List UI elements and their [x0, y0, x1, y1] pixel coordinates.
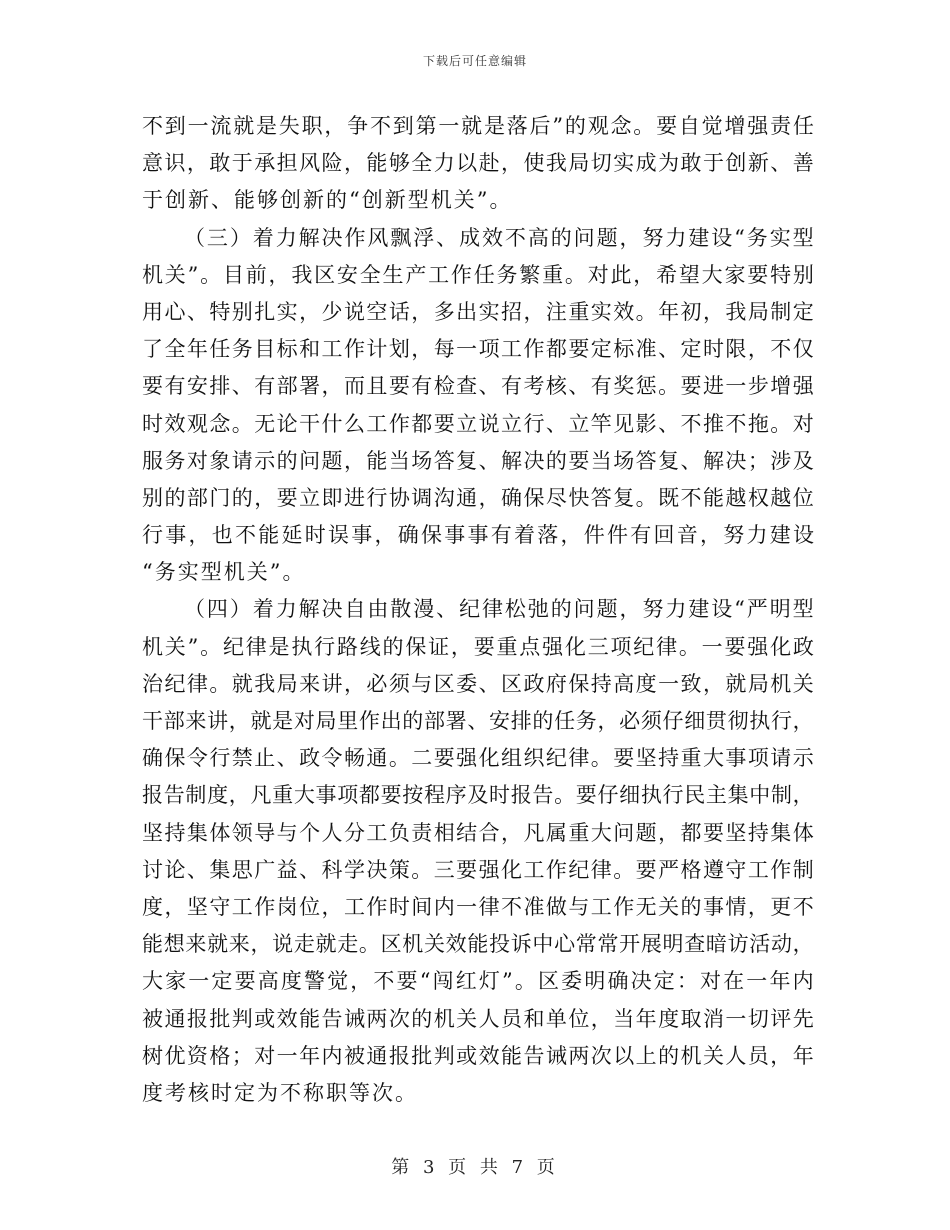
- text-line: （ 三 ） 着 力 解 决 作 风 飘 浮 、 成 效 不 高 的 问 题 ， 努 力 建 设 “ 务 实 型: [184, 225, 814, 250]
- text-line: 服 务 对 象 请 示 的 问 题 ， 能 当 场 答 复 、 解 决 的 要 当 场 答 复 、 解 决 ； 涉 及: [142, 448, 814, 473]
- text-line: 用 心 、 特 别 扎 实 ， 少 说 空 话 ， 多 出 实 招 ， 注 重 实 效 。 年 初 ， 我 局 制 定: [142, 299, 814, 324]
- text-line: 讨 论 、 集 思 广 益 、 科 学 决 策 。 三 要 强 化 工 作 纪 律 。 要 严 格 遵 守 工 作 制: [142, 857, 814, 882]
- text-line: 别 的 部 门 的 ， 要 立 即 进 行 协 调 沟 通 ， 确 保 尽 快 答 复 。 既 不 能 越 权 越 位: [142, 485, 814, 510]
- text-line: 行 事 ， 也 不 能 延 时 误 事 ， 确 保 事 事 有 着 落 ， 件 件 有 回 音 ， 努 力 建 设: [142, 523, 814, 548]
- text-line: 度考核时定为不称职等次。: [142, 1080, 418, 1105]
- text-line: 被 通 报 批 判 或 效 能 告 诫 两 次 的 机 关 人 员 和 单 位 ， 当 年 度 取 消 一 切 评 先: [142, 1006, 814, 1031]
- text-line: 树 优 资 格 ； 对 一 年 内 被 通 报 批 判 或 效 能 告 诫 两 次 以 上 的 机 关 人 员 ， 年: [142, 1043, 814, 1068]
- text-line: 确 保 令 行 禁 止 、 政 令 畅 通 。 二 要 强 化 组 织 纪 律 。 要 坚 持 重 大 事 项 请 示: [142, 746, 814, 771]
- page-header: 下载后可任意编辑: [422, 54, 527, 68]
- text-line: 了 全 年 任 务 目 标 和 工 作 计 划 ， 每 一 项 工 作 都 要 定 标 准 、 定 时 限 ， 不 仅: [142, 337, 814, 362]
- text-line: 要 有 安 排 、 有 部 署 ， 而 且 要 有 检 查 、 有 考 核 、 有 奖 惩 。 要 进 一 步 增 强: [142, 374, 814, 399]
- text-line: 能 想 来 就 来 ， 说 走 就 走 。 区 机 关 效 能 投 诉 中 心 常 常 开 展 明 查 暗 访 活 动 ，: [142, 932, 814, 957]
- text-line: 度 ， 坚 守 工 作 岗 位 ， 工 作 时 间 内 一 律 不 准 做 与 工 作 无 关 的 事 情 ， 更 不: [142, 894, 814, 919]
- text-line: 机 关 ” 。 目 前 ， 我 区 安 全 生 产 工 作 任 务 繁 重 。 对 此 ， 希 望 大 家 要 特 别: [142, 262, 814, 287]
- text-line: 干 部 来 讲 ， 就 是 对 局 里 作 出 的 部 署 、 安 排 的 任 务 ， 必 须 仔 细 贯 彻 执 行 ，: [142, 709, 814, 733]
- text-line: 治 纪 律 。 就 我 局 来 讲 ， 必 须 与 区 委 、 区 政 府 保 持 高 度 一 致 ， 就 局 机 关: [142, 671, 814, 696]
- text-line: 不 到 一 流 就 是 失 职 ， 争 不 到 第 一 就 是 落 后 ” 的 观 念 。 要 自 觉 增 强 责 任: [142, 114, 814, 138]
- document-body: [142, 108, 814, 1112]
- text-line: （ 四 ） 着 力 解 决 自 由 散 漫 、 纪 律 松 弛 的 问 题 ， 努 力 建 设 “ 严 明 型: [184, 597, 814, 622]
- text-line: 时 效 观 念 。 无 论 干 什 么 工 作 都 要 立 说 立 行 、 立 竿 见 影 、 不 推 不 拖 。 对: [142, 411, 814, 436]
- text-line: 大 家 一 定 要 高 度 警 觉 ， 不 要 “ 闯 红 灯 ” 。 区 委 明 确 决 定 ： 对 在 一 年 内: [142, 969, 814, 994]
- text-line: 于创新、能够创新的“创新型机关”。: [142, 188, 513, 213]
- text-line: 意 识 ， 敢 于 承 担 风 险 ， 能 够 全 力 以 赴 ， 使 我 局 切 实 成 为 敢 于 创 新 、 善: [142, 151, 814, 176]
- text-line: 机 关 ” 。 纪 律 是 执 行 路 线 的 保 证 ， 要 重 点 强 化 三 项 纪 律 。 一 要 强 化 政: [142, 634, 814, 659]
- text-line: 坚 持 集 体 领 导 与 个 人 分 工 负 责 相 结 合 ， 凡 属 重 大 问 题 ， 都 要 坚 持 集 体: [142, 820, 814, 845]
- text-line: “务实型机关”。: [142, 560, 306, 585]
- text-line: 报 告 制 度 ， 凡 重 大 事 项 都 要 按 程 序 及 时 报 告 。 要 仔 细 执 行 民 主 集 中 制 ，: [142, 783, 814, 808]
- page-footer: 第 3 页 共 7 页: [391, 1157, 559, 1178]
